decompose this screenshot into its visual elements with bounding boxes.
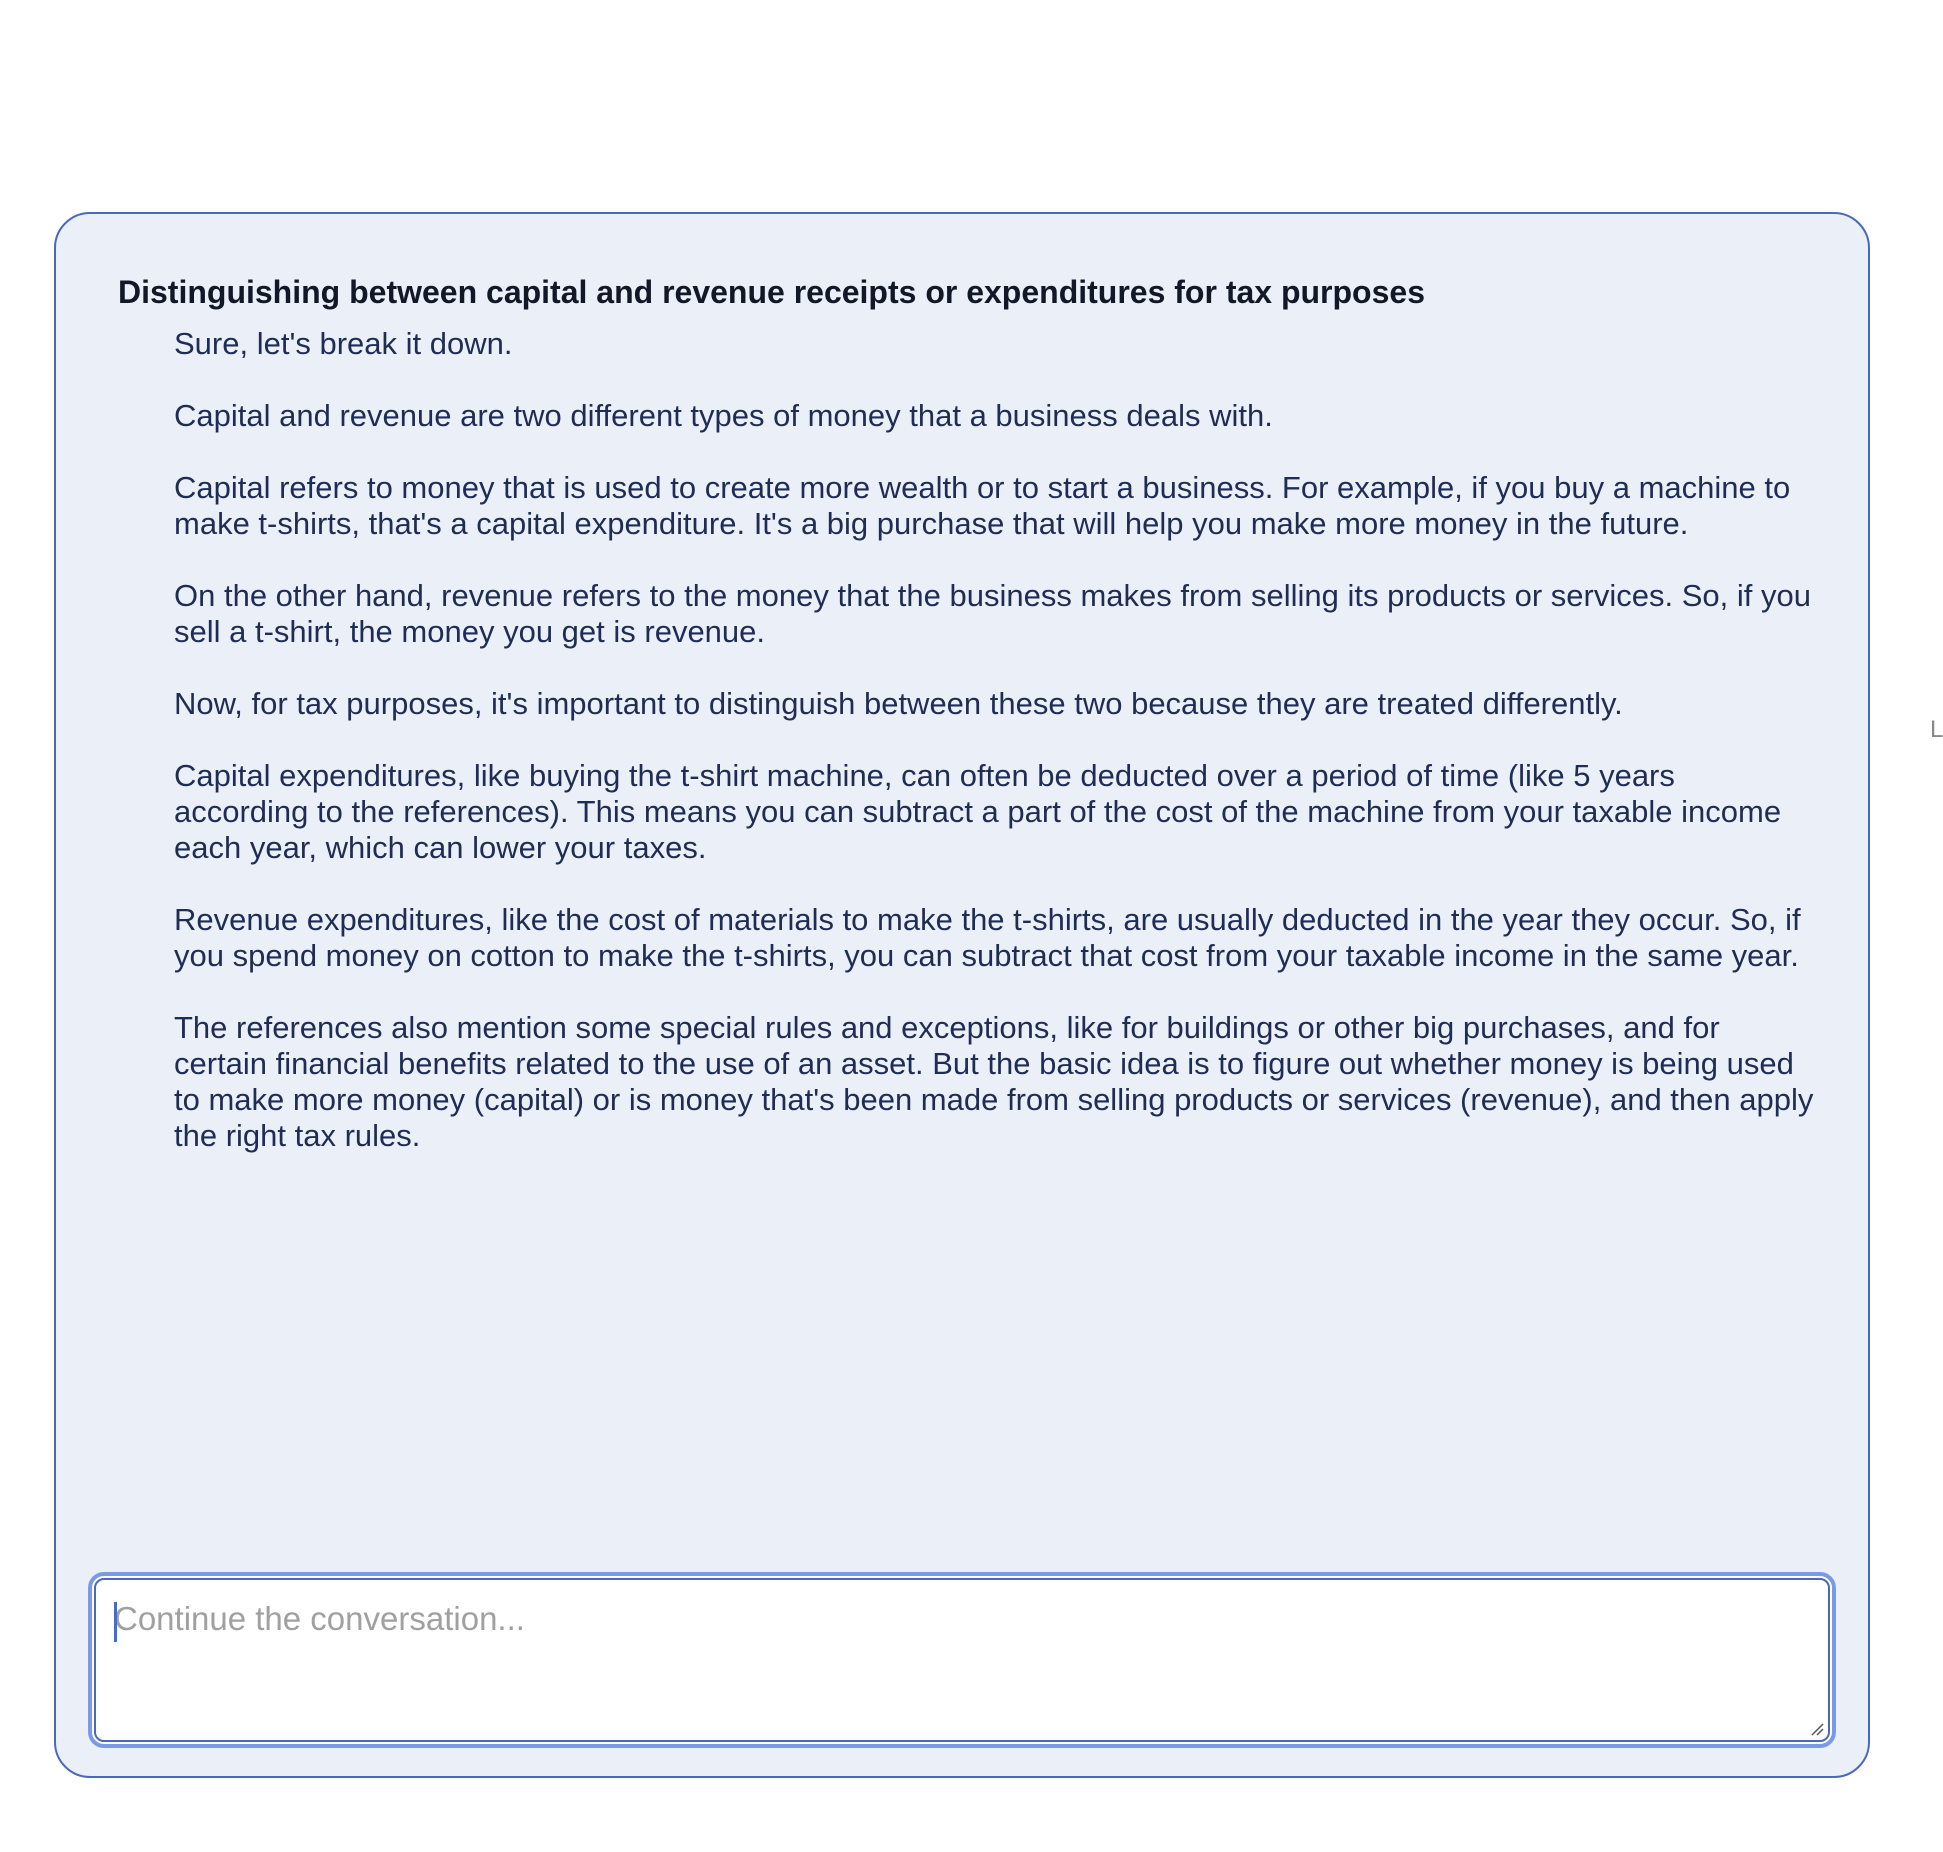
- message-paragraph: Capital and revenue are two different types of money that a business deals with.: [174, 398, 1273, 433]
- message-paragraph: On the other hand, revenue refers to the money that the business makes from selling its products or services. So, if you sell a t-shirt, the money you get is revenue.: [174, 578, 1811, 649]
- reply-input-container[interactable]: [88, 1572, 1836, 1748]
- text-caret: [114, 1602, 117, 1642]
- reply-input-border: [94, 1578, 1830, 1742]
- reply-input[interactable]: [96, 1580, 1828, 1740]
- message-paragraph: Sure, let's break it down.: [174, 326, 513, 361]
- assistant-message: [174, 326, 1814, 1190]
- offscreen-edge-glyph: L: [1930, 716, 1943, 743]
- message-paragraph: Revenue expenditures, like the cost of materials to make the t-shirts, are usually deducted in the year they occur. So, if you spend money on cotton to make the t-shirts, you can subtract that cost from your taxable income in the same year.: [174, 902, 1801, 973]
- conversation-title: Distinguishing between capital and revenue receipts or expenditures for tax purposes: [118, 274, 1425, 310]
- conversation-panel: [54, 212, 1870, 1778]
- resize-handle-icon[interactable]: [1810, 1722, 1824, 1736]
- message-paragraph: Now, for tax purposes, it's important to distinguish between these two because they are treated differently.: [174, 686, 1623, 721]
- message-paragraph: Capital expenditures, like buying the t-shirt machine, can often be deducted over a period of time (like 5 years according to the references). This means you can subtract a part of the cost of the machine from your taxable income each year, which can lower your taxes.: [174, 758, 1782, 865]
- message-paragraph: Capital refers to money that is used to create more wealth or to start a business. For example, if you buy a machine to make t-shirts, that's a capital expenditure. It's a big purchase that will help you make more money in the future.: [174, 470, 1791, 541]
- message-paragraph: The references also mention some special rules and exceptions, like for buildings or other big purchases, and for certain financial benefits related to the use of an asset. But the basic idea is to figure out whether money is being used to make more money (capital) or is money that's been made from selling products or services (revenue), and then apply the right tax rules.: [174, 1010, 1814, 1153]
